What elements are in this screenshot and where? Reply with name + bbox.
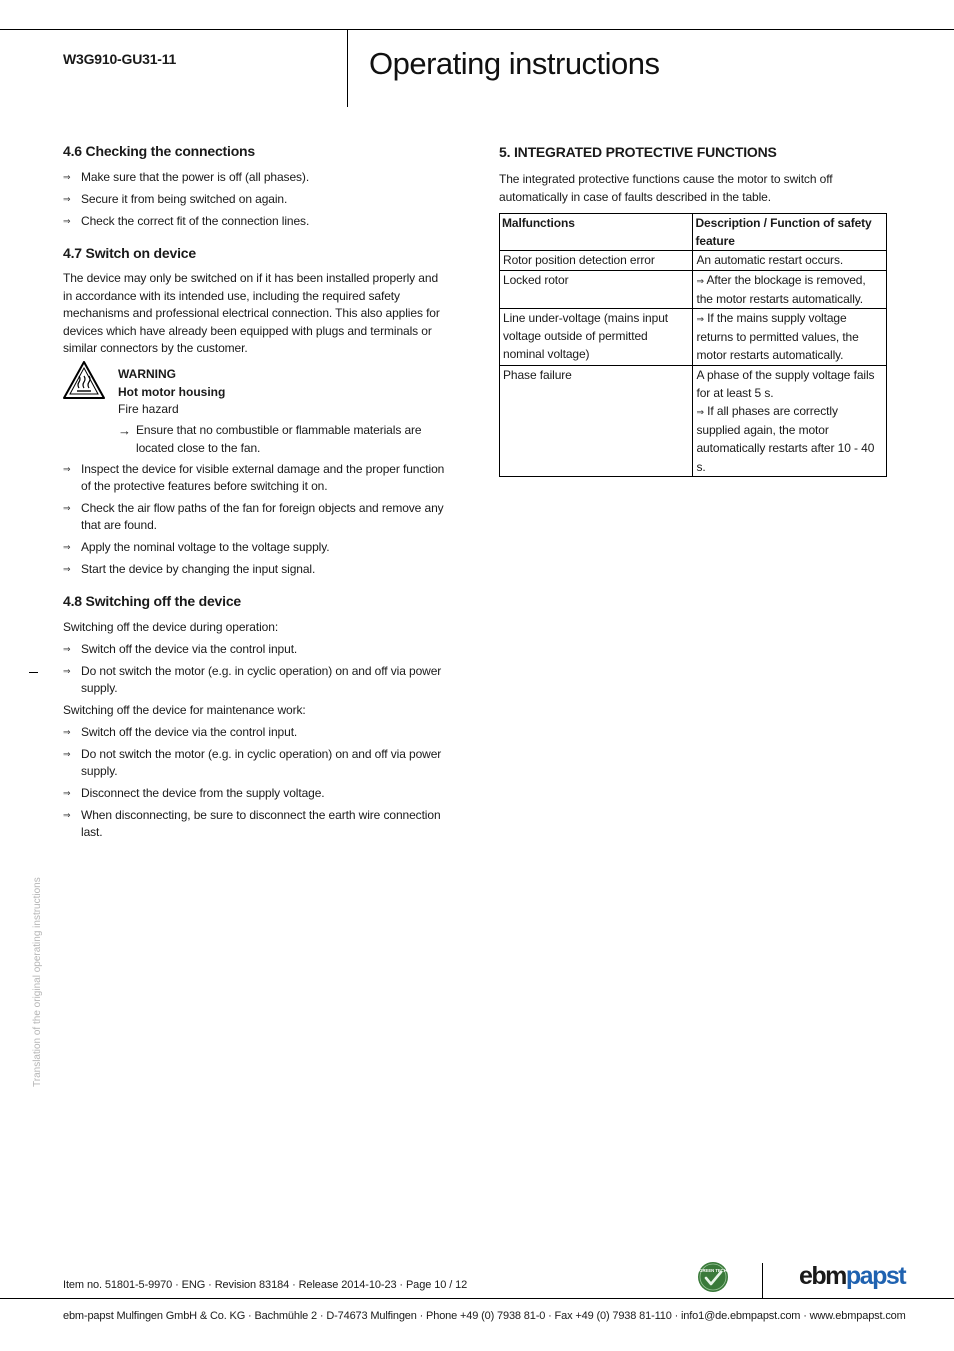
bullet-arrow-icon: ⇒	[63, 216, 71, 226]
section-5-text: The integrated protective functions cause the motor to switch off automatically in case of faults described in the table.	[499, 172, 833, 204]
malfunction-cell: Locked rotor	[500, 270, 693, 308]
table-row	[500, 270, 887, 308]
list-item: ⇒ Make sure that the power is off (all phases).	[63, 169, 455, 186]
list-item: ⇒ Switch off the device via the control input.	[63, 724, 455, 741]
list-item: ⇒ Check the air flow paths of the fan for foreign objects and remove any that are found.	[63, 501, 444, 533]
list-item: ⇒ Check the correct fit of the connection lines.	[63, 213, 455, 230]
bullet-arrow-icon: ⇒	[63, 564, 71, 574]
table-header-row	[500, 214, 887, 251]
company-address: ebm-papst Mulfingen GmbH & Co. KG · Bachmühle 2 · D-74673 Mulfingen · Phone +49 (0) 7938 81-0 · Fax +49 (0) 7938 81-110 · info1@de.ebmpapst.com · www.ebmpapst.com	[63, 1310, 906, 1322]
item-number-line: Item no. 51801-5-9970 · ENG · Revision 83184 · Release 2014-10-23 · Page 10 / 12	[63, 1279, 468, 1291]
section-4-7-text: The device may only be switched on if it has been installed properly and in accordance with its intended use, including the required safety mechanisms and professional electrical connection. This also applies for devices which have already been equipped with plugs and terminals or similar connectors by the customer.	[63, 271, 440, 356]
malfunction-cell: Line under-voltage (mains input voltage outside of permitted nominal voltage)	[500, 309, 693, 366]
header-top-rule	[0, 29, 954, 30]
list-item: ⇒ Apply the nominal voltage to the voltage supply.	[63, 539, 455, 556]
switch-off-operation-intro: Switching off the device during operation:	[63, 620, 279, 634]
bullet-arrow-icon: ⇒	[63, 503, 71, 513]
description-cell: ⇒ If the mains supply voltage returns to permitted values, the motor restarts automatically.	[693, 309, 887, 366]
footer-rule	[0, 1298, 954, 1299]
margin-mark	[29, 672, 38, 673]
bullet-arrow-icon: ⇒	[63, 464, 71, 474]
table-row	[500, 251, 887, 270]
bullet-arrow-icon: ⇒	[63, 727, 71, 737]
switch-off-maintenance-intro: Switching off the device for maintenance work:	[63, 703, 306, 717]
bullet-arrow-icon: ⇒	[63, 788, 71, 798]
list-item: ⇒ Start the device by changing the input signal.	[63, 561, 455, 578]
bullet-arrow-icon: ⇒	[63, 194, 71, 204]
warning-label: WARNING	[118, 367, 176, 381]
description-cell: A phase of the supply voltage fails for at least 5 s. ⇒ If all phases are correctly supplied again, the motor automatically restarts after 10 - 40 s.	[693, 365, 887, 476]
list-item: ⇒ Inspect the device for visible external damage and the proper function of the protective features before switching it on.	[63, 462, 445, 494]
section-4-8-heading: 4.8 Switching off the device	[63, 593, 241, 609]
hot-surface-warning-icon	[63, 361, 105, 399]
list-item: ⇒ Secure it from being switched on again.	[63, 191, 455, 208]
warning-hazard: Fire hazard	[118, 402, 179, 416]
section-4-6-heading: 4.6 Checking the connections	[63, 143, 255, 159]
table-row	[500, 309, 887, 366]
warning-action: Ensure that no combustible or flammable materials are located close to the fan.	[136, 423, 422, 455]
footer-logo-divider	[762, 1263, 763, 1299]
translation-note: Translation of the original operating instructions	[32, 877, 43, 1087]
description-cell: ⇒ After the blockage is removed, the motor restarts automatically.	[693, 270, 887, 308]
protective-functions-table	[499, 213, 887, 477]
badge-label: GREEN TECH	[699, 1268, 727, 1273]
list-item: ⇒ Switch off the device via the control input.	[63, 641, 455, 658]
bullet-arrow-icon: ⇒	[696, 275, 704, 286]
column-header-description: Description / Function of safety feature	[693, 214, 887, 251]
column-header-malfunctions: Malfunctions	[500, 214, 693, 251]
bullet-arrow-icon: ⇒	[63, 644, 71, 654]
bullet-arrow-icon: ⇒	[63, 810, 71, 820]
ebmpapst-logo: ebmpapst	[799, 1262, 906, 1290]
warning-title: Hot motor housing	[118, 385, 226, 399]
section-5-heading: 5. INTEGRATED PROTECTIVE FUNCTIONS	[499, 144, 777, 160]
list-item: ⇒ When disconnecting, be sure to disconnect the earth wire connection last.	[63, 808, 441, 840]
bullet-arrow-icon: ⇒	[696, 407, 704, 418]
bullet-arrow-icon: ⇒	[63, 172, 71, 182]
malfunction-cell: Phase failure	[500, 365, 693, 476]
model-number: W3G910-GU31-11	[63, 51, 177, 67]
header-divider	[347, 29, 348, 107]
list-item: ⇒ Disconnect the device from the supply voltage.	[63, 785, 455, 802]
bullet-arrow-icon: ⇒	[63, 749, 71, 759]
bullet-arrow-icon: ⇒	[63, 542, 71, 552]
page-title: Operating instructions	[369, 46, 660, 81]
warning-action-arrow: →	[118, 423, 131, 438]
description-cell: An automatic restart occurs.	[693, 251, 887, 270]
table-row	[500, 365, 887, 476]
bullet-arrow-icon: ⇒	[63, 666, 71, 676]
green-tech-badge-icon	[697, 1261, 729, 1293]
bullet-arrow-icon: ⇒	[696, 314, 704, 325]
section-4-7-heading: 4.7 Switch on device	[63, 245, 196, 261]
malfunction-cell: Rotor position detection error	[500, 251, 693, 270]
list-item: ⇒ Do not switch the motor (e.g. in cyclic operation) on and off via power supply.	[63, 747, 442, 779]
list-item: ⇒ Do not switch the motor (e.g. in cyclic operation) on and off via power supply.	[63, 664, 442, 696]
